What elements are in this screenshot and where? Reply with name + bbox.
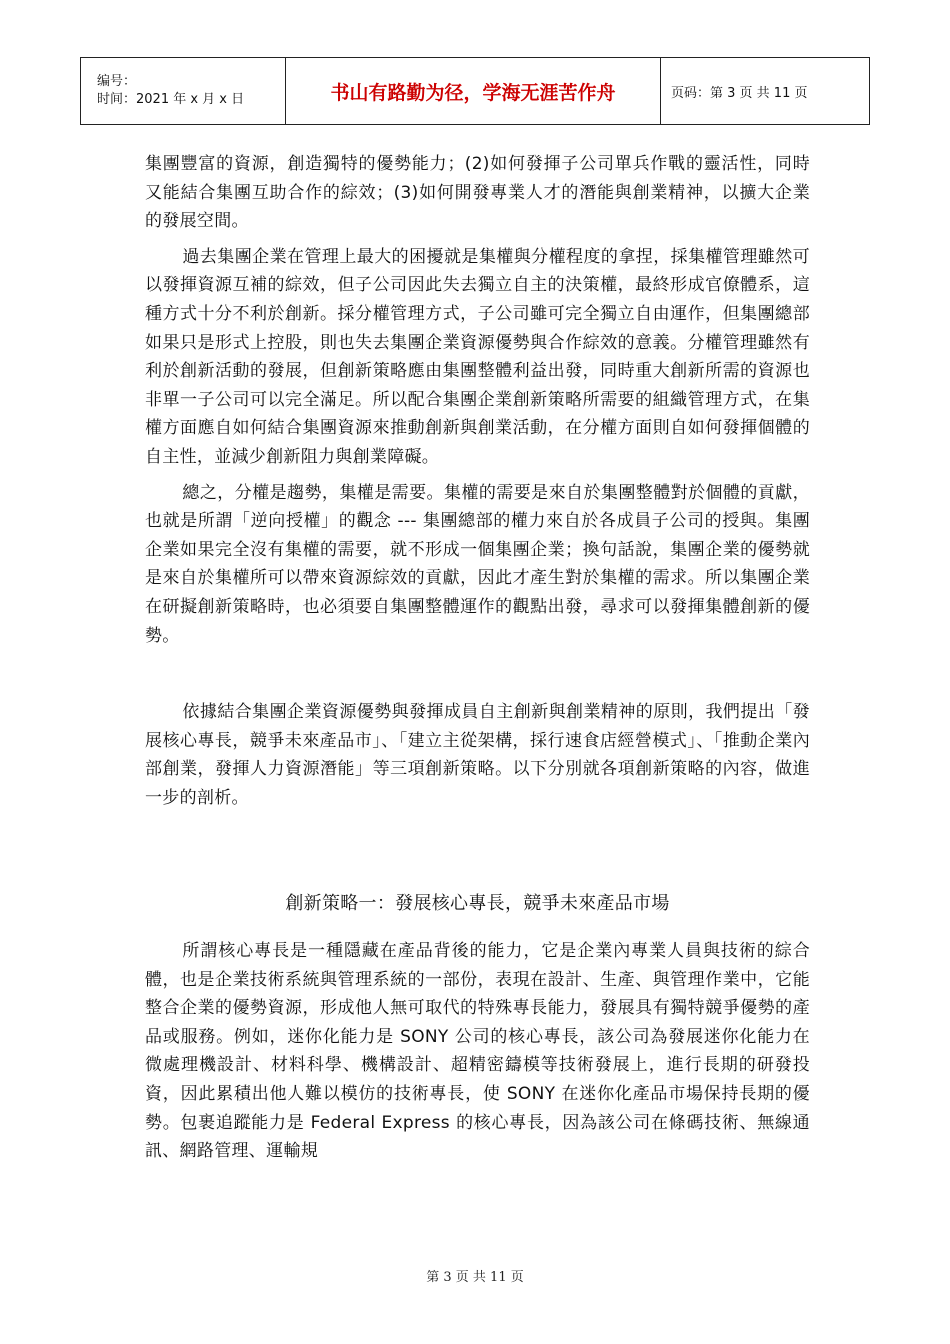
page-footer: 第 3 页 共 11 页: [426, 1270, 524, 1285]
document-number-label: 编号：: [97, 74, 137, 89]
section-heading: 創新策略一：發展核心專長，競爭未來產品市場: [285, 893, 670, 915]
header-page-info: 页码：第 3 页 共 11 页: [661, 58, 870, 125]
header-motto: 书山有路勤为径，学海无涯苦作舟: [286, 58, 661, 125]
paragraph-2: 過去集團企業在管理上最大的困擾就是集權與分權程度的拿捏，採集權管理雖然可以發揮資源互補的綜效，但子公司因此失去獨立自主的決策權，最終形成官僚體系，這種方式十分不利於創新。採分權管理方式，子公司雖可完全獨立自由運作，但集團總部如果只是形式上控股，則也失去集團企業資源優勢與合作綜效的意義。分權管理雖然有利於創新活動的發展，但創新策略應由集團整體利益出發，同時重大創新所需的資源也非單一子公司可以完全滿足。所以配合集團企業創新策略所需要的組織管理方式，在集權方面應自如何結合集團資源來推動創新與創業活動，在分權方面則自如何發揮個體的自主性，並減少創新阻力與創業障礙。: [145, 246, 810, 467]
header-meta-cell: [81, 58, 286, 125]
document-body: [145, 150, 810, 1166]
document-time-label: 时间：2021 年 x 月 x 日: [97, 92, 245, 107]
paragraph-5: 所謂核心專長是一種隱藏在產品背後的能力，它是企業內專業人員與技術的綜合體，也是企業技術系統與管理系統的一部份，表現在設計、生產、與管理作業中，它能整合企業的優勢資源，形成他人無可取代的特殊專長能力，發展具有獨特競爭優勢的產品或服務。例如，迷你化能力是 SONY 公司的核心專長，該公司為發展迷你化能力在微處理機設計、材料科學、機構設計、超精密鑄模等技術發展上，進行長期的研發投資，因此累積出他人難以模仿的技術專長，使 SONY 在迷你化產品市場保持長期的優勢。包裹追蹤能力是 Federal Express 的核心專長，因為該公司在條碼技術、無線通訊、網路管理、運輸規: [145, 941, 810, 1162]
page-header: [80, 57, 870, 125]
paragraph-1: 集團豐富的資源，創造獨特的優勢能力；(2)如何發揮子公司單兵作戰的靈活性，同時又能結合集團互助合作的綜效；(3)如何開發專業人才的潛能與創業精神，以擴大企業的發展空間。: [145, 154, 810, 232]
paragraph-3: 總之，分權是趨勢，集權是需要。集權的需要是來自於集團整體對於個體的貢獻，也就是所謂「逆向授權」的觀念 --- 集團總部的權力來自於各成員子公司的授與。集團企業如果完全沒有集權的需要，就不形成一個集團企業；換句話說，集團企業的優勢就是來自於集權所可以帶來資源綜效的貢獻，因此才產生對於集權的需求。所以集團企業在研擬創新策略時，也必須要自集團整體運作的觀點出發，尋求可以發揮集體創新的優勢。: [145, 482, 810, 646]
paragraph-4: 依據結合集團企業資源優勢與發揮成員自主創新與創業精神的原則，我們提出「發展核心專長，競爭未來產品市」、「建立主從架構，採行速食店經營模式」、「推動企業內部創業，發揮人力資源潛能」等三項創新策略。以下分別就各項創新策略的內容，做進一步的剖析。: [145, 702, 810, 808]
